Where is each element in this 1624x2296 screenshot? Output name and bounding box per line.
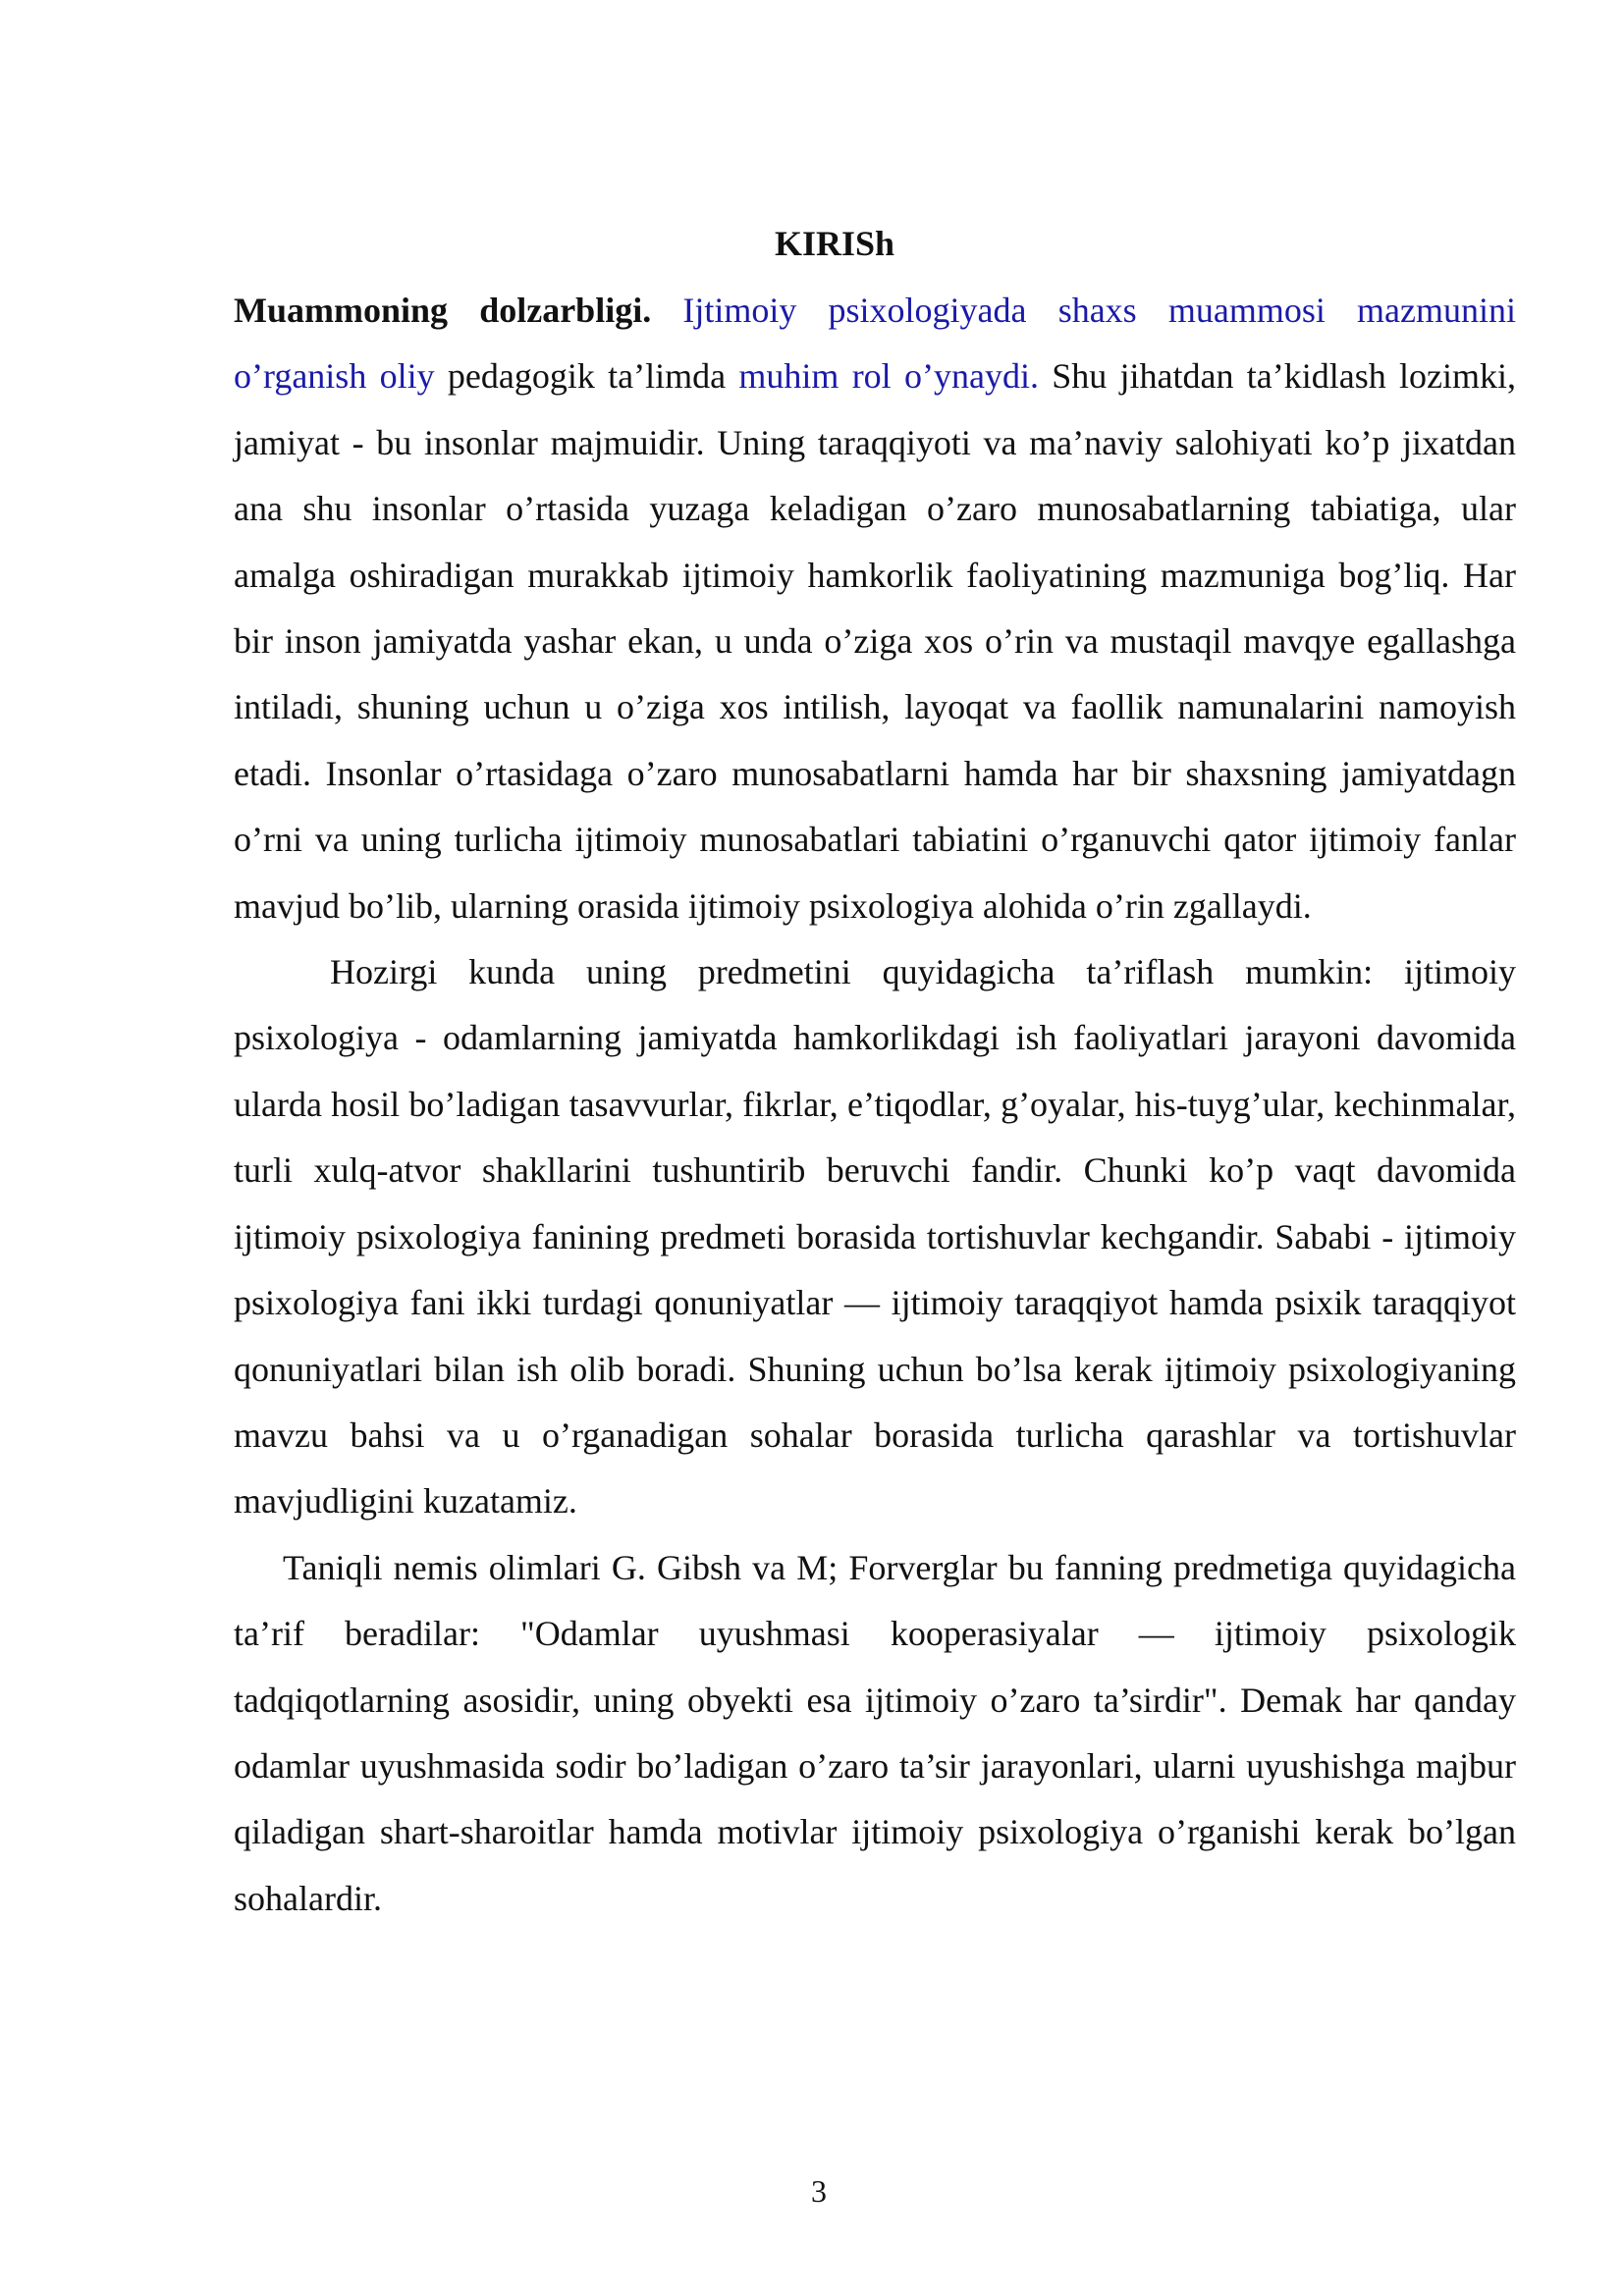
heading-text: KIRISh bbox=[774, 224, 895, 263]
page-heading bbox=[0, 218, 1624, 269]
lead-phrase: Muammoning dolzarbligi. bbox=[234, 291, 652, 330]
body-text bbox=[234, 278, 1516, 1932]
paragraph-1-rest: Shu jihatdan ta’kidlash lozimki, jamiyat - bu insonlar majmuidir. Uning taraqqiyoti va ma’naviy salohiyati ko’p jixatdan ana shu insonlar o’rtasida yuzaga keladigan o’zaro munosabatlarning tabiatiga, ular amalga oshiradigan murakkab ijtimoiy hamkorlik faoliyatining mazmuniga bog’liq. Har bir inson jamiyatda yashar ekan, u unda o’ziga xos o’rin va mustaqil mavqye egallashga intiladi, shuning uchun u o’ziga xos intilish, layoqat va faollik namunalarini namoyish etadi. Insonlar o’rtasidaga o’zaro munosabatlarni hamda har bir shaxsning jamiyatdagn o’rni va uning turlicha ijtimoiy munosabatlari tabiatini o’rganuvchi qator ijtimoiy fanlar mavjud bo’lib, ularning orasida ijtimoiy psixologiya alohida o’rin zgallaydi. bbox=[234, 356, 1517, 926]
highlighted-phrase-1: Ijtimoiy psixologiyada shaxs muammosi mazmunini o’rganish oliy bbox=[234, 291, 1516, 397]
page-number bbox=[0, 2171, 1624, 2211]
page-number-text: 3 bbox=[811, 2173, 827, 2209]
paragraph-3: Taniqli nemis olimlari G. Gibsh va M; Forverglar bu fanning predmetiga quyidagicha ta’rif beradilar: "Odamlar uyushmasi kooperasiyalar — ijtimoiy psixologik tadqiqotlarning asosidir, uning obyekti esa ijtimoiy o’zaro ta’sirdir". Demak har qanday odamlar uyushmasida sodir bo’ladigan o’zaro ta’sir jarayonlari, ularni uyushishga majbur qiladigan shart-sharoitlar hamda motivlar ijtimoiy psixologiya o’rganishi kerak bo’lgan sohalardir. bbox=[234, 1547, 1516, 1918]
paragraph-2: Hozirgi kunda uning predmetini quyidagicha ta’riflash mumkin: ijtimoiy psixologiya - odamlarning jamiyatda hamkorlikdagi ish faoliyatlari jarayoni davomida ularda hosil bo’ladigan tasavvurlar, fikrlar, e’tiqodlar, g’oyalar, his-tuyg’ular, kechinmalar, turli xulq-atvor shakllarini tushuntirib beruvchi fandir. Chunki ko’p vaqt davomida ijtimoiy psixologiya fanining predmeti borasida tortishuvlar kechgandir. Sababi - ijtimoiy psixologiya fani ikki turdagi qonuniyatlar — ijtimoiy taraqqiyot hamda psixik taraqqiyot qonuniyatlari bilan ish olib boradi. Shuning uchun bo’lsa kerak ijtimoiy psixologiyaning mavzu bahsi va u o’rganadigan sohalar borasida turlicha qarashlar va tortishuvlar mavjudligini kuzatamiz. bbox=[234, 952, 1516, 1522]
paragraph-1 bbox=[234, 278, 1516, 939]
paragraph-1-inline: pedagogik ta’limda bbox=[447, 356, 727, 397]
highlighted-phrase-2: muhim rol o’ynaydi. bbox=[738, 356, 1039, 397]
